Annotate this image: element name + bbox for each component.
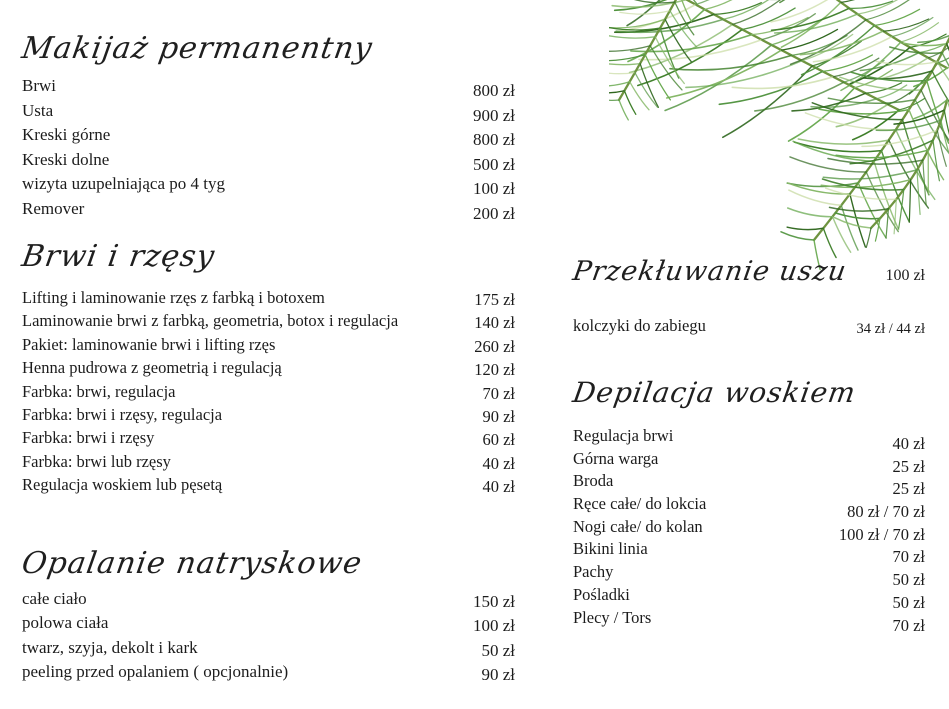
item-price: 40 zł [482, 477, 515, 497]
item-price: 90 zł [482, 406, 515, 426]
menu-item-row [22, 452, 515, 475]
item-name: Ręce całe/ do lokcia [573, 494, 707, 514]
menu-item-row [573, 426, 925, 453]
menu-item-row [22, 662, 515, 686]
item-name: twarz, szyja, dekolt i kark [22, 637, 198, 657]
item-price: 200 zł [472, 203, 515, 223]
item-name: Farbka: brwi i rzęsy, regulacja [22, 404, 223, 424]
item-price: 800 zł [472, 81, 515, 100]
item-name: Pachy [573, 562, 614, 582]
item-name: Remover [22, 198, 85, 218]
menu-item-row [22, 428, 515, 451]
section-przekluwanie-uszu [570, 250, 925, 340]
item-name: peeling przed opalaniem ( opcjonalnie) [22, 661, 289, 681]
menu-item-row [22, 335, 515, 358]
item-name: Bikini linia [573, 539, 648, 559]
item-name: całe ciało [22, 589, 87, 608]
section-opalanie-natryskowe [19, 543, 515, 686]
item-name: Regulacja woskiem lub pęsetą [22, 475, 223, 495]
section-title-opalanie: Opalanie natryskowe [19, 546, 365, 581]
section-depilacja-woskiem [570, 372, 925, 635]
item-name: Kreski dolne [22, 149, 110, 169]
item-name: Nogi całe/ do kolan [573, 516, 703, 536]
menu-item-row [22, 288, 515, 311]
item-name: polowa ciała [22, 613, 109, 633]
item-name: Farbka: brwi, regulacja [22, 381, 176, 401]
item-name: Górna warga [573, 448, 659, 468]
item-name: Brwi [22, 76, 56, 95]
menu-item-row [573, 471, 925, 499]
menu-item-row [22, 101, 515, 126]
menu-item-row [22, 199, 515, 224]
item-name: kolczyki do zabiegu [573, 316, 706, 335]
menu-item-row [22, 174, 515, 199]
item-name: Regulacja brwi [573, 426, 674, 445]
item-price: 50 zł [892, 592, 925, 612]
item-price: 500 zł [472, 154, 515, 174]
item-price: 70 zł [482, 383, 515, 403]
item-price: 25 zł [892, 479, 925, 499]
item-price: 80 zł / 70 zł [847, 502, 925, 522]
item-name: Laminowanie brwi z farbką, geometria, botox i regulacja [22, 311, 399, 331]
menu-item-row [573, 562, 925, 590]
menu-items [22, 76, 515, 224]
menu-item-row [22, 150, 515, 175]
item-price: 100 zł / 70 zł [838, 524, 925, 544]
item-price: 140 zł [474, 313, 515, 333]
item-name: Pośladki [573, 584, 630, 604]
section-title-przekluwanie: Przekłuwanie uszu [570, 256, 849, 287]
item-name: Lifting i laminowanie rzęs z farbką i botoxem [22, 288, 325, 307]
item-price: 70 zł [892, 547, 925, 567]
section-brwi-i-rzesy [19, 236, 515, 499]
item-price: 100 zł [472, 616, 515, 636]
item-price: 40 zł [482, 453, 515, 473]
menu-items [573, 426, 925, 635]
menu-items [22, 288, 515, 499]
menu-item-row [22, 382, 515, 405]
section-title-depilacja: Depilacja woskiem [570, 376, 859, 409]
item-price: 40 zł [892, 434, 925, 453]
menu-item-row [22, 613, 515, 637]
menu-items [22, 589, 515, 686]
item-price: 34 zł / 44 zł [856, 321, 925, 337]
menu-item-row [22, 405, 515, 428]
item-name: Broda [573, 471, 614, 491]
menu-item-row [573, 448, 925, 476]
item-price: 70 zł [892, 615, 925, 635]
section-title-brwi-i-rzesy: Brwi i rzęsy [19, 239, 218, 274]
item-name: Usta [22, 100, 54, 120]
menu-item-row [573, 316, 925, 340]
section-title-price: 100 zł [885, 267, 925, 284]
item-price: 60 zł [482, 430, 515, 450]
item-price: 120 zł [474, 360, 515, 380]
item-price: 100 zł [472, 179, 515, 199]
menu-item-row [573, 584, 925, 612]
item-name: Farbka: brwi i rzęsy [22, 428, 155, 448]
menu-items [573, 316, 925, 340]
item-price: 900 zł [472, 105, 515, 125]
item-name: wizyta uzupelniająca po 4 tyg [22, 174, 225, 194]
section-makijaz-permanentny [19, 28, 515, 224]
item-price: 150 zł [472, 592, 515, 611]
item-price: 50 zł [481, 640, 515, 660]
menu-item-row [22, 125, 515, 150]
item-name: Farbka: brwi lub rzęsy [22, 451, 171, 471]
menu-item-row [22, 311, 515, 334]
item-name: Kreski górne [22, 125, 111, 145]
menu-item-row [22, 358, 515, 381]
section-title-makijaz: Makijaż permanentny [19, 31, 376, 66]
item-price: 800 zł [472, 130, 515, 150]
menu-item-row [22, 589, 515, 613]
menu-item-row [22, 638, 515, 662]
menu-item-row [22, 475, 515, 498]
item-price: 25 zł [892, 456, 925, 476]
menu-item-row [22, 76, 515, 101]
menu-item-row [573, 607, 925, 635]
section-title-row [570, 250, 925, 294]
menu-item-row [573, 494, 925, 522]
item-price: 50 zł [892, 570, 925, 590]
item-price: 90 zł [481, 664, 515, 684]
item-price: 175 zł [474, 290, 515, 309]
item-name: Henna pudrowa z geometrią i regulacją [22, 358, 282, 378]
item-price: 260 zł [474, 336, 515, 356]
item-name: Pakiet: laminowanie brwi i lifting rzęs [22, 334, 276, 354]
item-name: Plecy / Tors [573, 607, 652, 627]
